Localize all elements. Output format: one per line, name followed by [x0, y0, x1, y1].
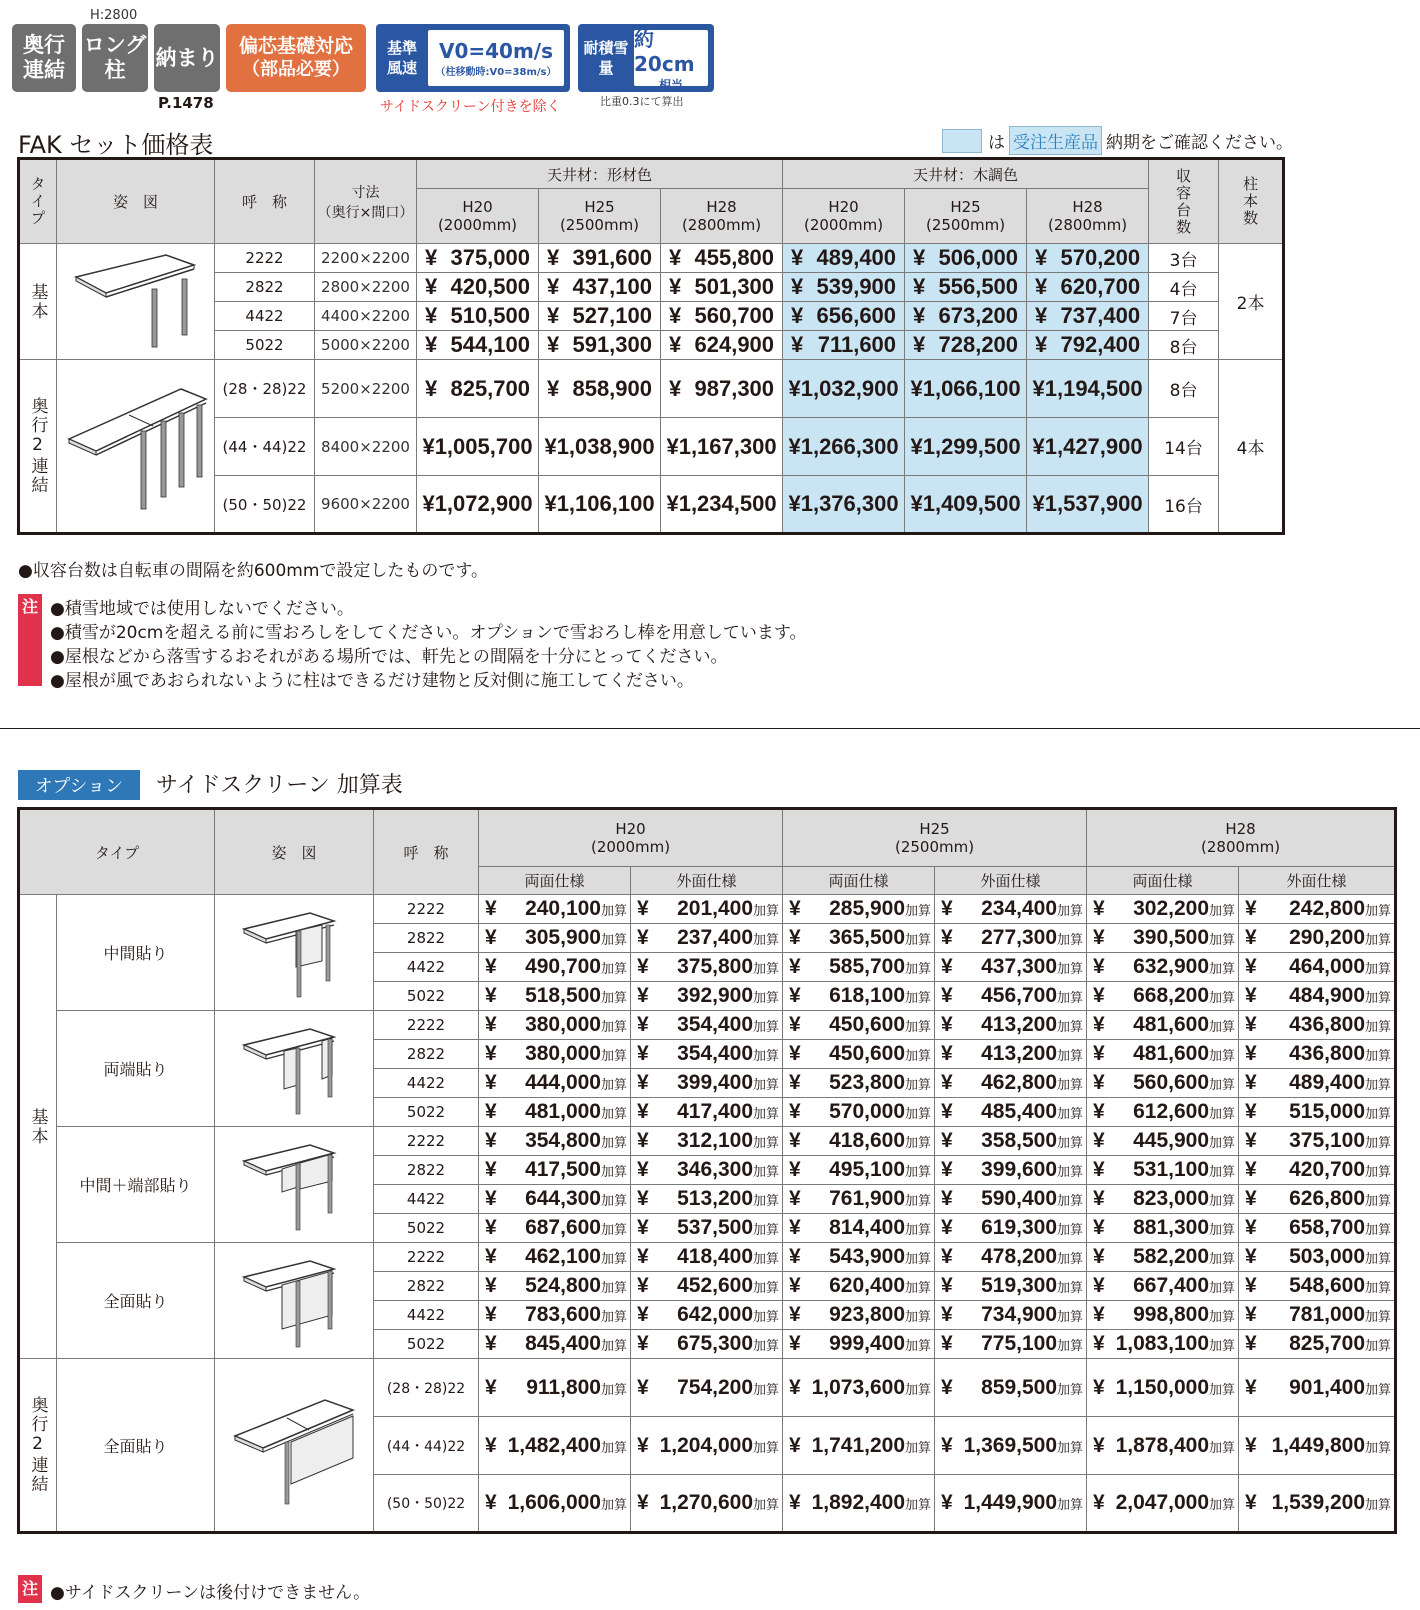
side-screen-table [17, 807, 1397, 1534]
badge-long-pillar: ロング 柱 [82, 24, 148, 92]
price-cell: ¥ 582,200加算 [1087, 1243, 1239, 1272]
price-cell: ¥ 1,741,200加算 [783, 1417, 935, 1475]
price-cell: ¥ 585,700加算 [783, 953, 935, 982]
price-cell: ¥ 667,400加算 [1087, 1272, 1239, 1301]
badge-eccentric-foundation [226, 24, 366, 92]
price-cell: ¥ 290,200加算 [1239, 924, 1396, 953]
price-cell: ¥ 456,700加算 [935, 982, 1087, 1011]
price-cell: ¥ 687,600加算 [479, 1214, 631, 1243]
subtype-cell: 中間貼り [57, 895, 215, 1011]
price-cell: ¥1,299,500 [905, 418, 1027, 476]
capacity-cell: 7台 [1149, 302, 1219, 331]
price-cell: ¥ 1,073,600加算 [783, 1359, 935, 1417]
type-cell: 基本 [19, 895, 57, 1359]
name-cell: 2822 [374, 1156, 479, 1185]
pillar-cell: 4本 [1219, 360, 1284, 534]
price-cell: ¥ 495,100加算 [783, 1156, 935, 1185]
price-cell: ¥ 413,200加算 [935, 1011, 1087, 1040]
price-cell: ¥ 999,400加算 [783, 1330, 935, 1359]
price-cell: ¥1,266,300 [783, 418, 905, 476]
name-cell: 2222 [215, 244, 315, 273]
price-cell: ¥ 626,800加算 [1239, 1185, 1396, 1214]
snow-note: 比重0.3にて算出 [600, 95, 684, 108]
legend-swatch [942, 129, 982, 153]
price-cell: ¥ 642,000加算 [631, 1301, 783, 1330]
header-h20: H20 (2000mm) [417, 189, 539, 244]
price-cell: ¥ 1,878,400加算 [1087, 1417, 1239, 1475]
capacity-note: ●収容台数は自転車の間隔を約600mmで設定したものです。 [18, 561, 489, 581]
price-cell: ¥ 485,400加算 [935, 1098, 1087, 1127]
price-cell: ¥ 242,800加算 [1239, 895, 1396, 924]
price-cell: ¥ 437,300加算 [935, 953, 1087, 982]
carport-double-figure [61, 369, 211, 519]
header2-h28: H28 (2800mm) [1087, 809, 1396, 867]
price-cell: ¥ 825,700 [417, 360, 539, 418]
price-cell: ¥ 462,100加算 [479, 1243, 631, 1272]
price-cell: ¥ 1,270,600加算 [631, 1475, 783, 1533]
caution-label-2: 注 [18, 1575, 42, 1603]
price-cell: ¥ 399,400加算 [631, 1069, 783, 1098]
name-cell: (50・50)22 [215, 476, 315, 534]
price-cell: ¥ 464,000加算 [1239, 953, 1396, 982]
price-cell: ¥ 519,300加算 [935, 1272, 1087, 1301]
price-cell: ¥ 858,900 [539, 360, 661, 418]
price-cell: ¥ 523,800加算 [783, 1069, 935, 1098]
price-cell: ¥1,038,900 [539, 418, 661, 476]
price-cell: ¥ 624,900 [661, 331, 783, 360]
price-cell: ¥ 305,900加算 [479, 924, 631, 953]
price-cell: ¥ 1,449,900加算 [935, 1475, 1087, 1533]
price-cell: ¥ 462,800加算 [935, 1069, 1087, 1098]
price-cell: ¥ 618,100加算 [783, 982, 935, 1011]
caution-note-3: ●屋根などから落雪するおそれがある場所では、軒先との間隔を十分にとってください。 [50, 647, 728, 667]
name-cell: 5022 [374, 1214, 479, 1243]
snow-sub: 相当 [658, 78, 683, 92]
price-cell: ¥ 775,100加算 [935, 1330, 1087, 1359]
price-cell: ¥ 656,600 [783, 302, 905, 331]
price-cell: ¥1,427,900 [1027, 418, 1149, 476]
header2-outer: 外面仕様 [935, 867, 1087, 895]
dimension-cell: 5000×2200 [315, 331, 417, 360]
price-cell: ¥ 737,400 [1027, 302, 1149, 331]
header-figure: 姿 図 [57, 159, 215, 244]
price-cell: ¥1,376,300 [783, 476, 905, 534]
caution-note-1: ●積雪地域では使用しないでください。 [50, 599, 354, 619]
figure-cell [215, 1127, 374, 1243]
price-cell: ¥ 478,200加算 [935, 1243, 1087, 1272]
price-cell: ¥ 437,100 [539, 273, 661, 302]
name-cell: 2222 [374, 1127, 479, 1156]
price-cell: ¥ 391,600 [539, 244, 661, 273]
wind-value: V0=40m/s [438, 38, 554, 63]
side-screen-figure [234, 1017, 354, 1117]
figure-cell [215, 1243, 374, 1359]
price-cell: ¥ 673,200 [905, 302, 1027, 331]
name-cell: 2822 [374, 1040, 479, 1069]
price-cell: ¥ 392,900加算 [631, 982, 783, 1011]
name-cell: (28・28)22 [215, 360, 315, 418]
price-cell: ¥ 998,800加算 [1087, 1301, 1239, 1330]
dimension-cell: 5200×2200 [315, 360, 417, 418]
price-cell: ¥ 901,400加算 [1239, 1359, 1396, 1417]
carport-basic-figure [66, 245, 206, 355]
side-screen-figure [234, 1249, 354, 1349]
price-cell: ¥ 444,000加算 [479, 1069, 631, 1098]
price-cell: ¥ 380,000加算 [479, 1011, 631, 1040]
table-row [19, 895, 1396, 924]
price-cell: ¥ 240,100加算 [479, 895, 631, 924]
snow-value: 約20cm [634, 27, 695, 76]
name-cell: 4422 [215, 302, 315, 331]
price-cell: ¥ 201,400加算 [631, 895, 783, 924]
price-cell: ¥ 285,900加算 [783, 895, 935, 924]
price-cell: ¥ 420,500 [417, 273, 539, 302]
caution-note-2: ●積雪が20cmを超える前に雪おろしをしてください。オプションで雪おろし棒を用意しています。 [50, 623, 807, 643]
name-cell: 2822 [215, 273, 315, 302]
price-cell: ¥ 1,150,000加算 [1087, 1359, 1239, 1417]
price-cell: ¥ 436,800加算 [1239, 1040, 1396, 1069]
badge-fitting: 納まり [154, 24, 220, 92]
price-cell: ¥ 481,600加算 [1087, 1040, 1239, 1069]
header-type: タイプ [19, 159, 57, 244]
name-cell: 5022 [374, 1098, 479, 1127]
name-cell: (28・28)22 [374, 1359, 479, 1417]
badge-snow-load [578, 24, 714, 92]
price-cell: ¥ 524,800加算 [479, 1272, 631, 1301]
price-cell: ¥ 513,200加算 [631, 1185, 783, 1214]
price-cell: ¥ 761,900加算 [783, 1185, 935, 1214]
header-group-wood: 天井材：木調色 [783, 159, 1149, 189]
name-cell: 2222 [374, 895, 479, 924]
option-title: サイドスクリーン 加算表 [156, 773, 403, 798]
price-cell: ¥ 881,300加算 [1087, 1214, 1239, 1243]
price-cell: ¥ 399,600加算 [935, 1156, 1087, 1185]
price-cell: ¥1,066,100 [905, 360, 1027, 418]
page-reference: P.1478 [158, 94, 214, 112]
price-cell: ¥ 620,400加算 [783, 1272, 935, 1301]
price-cell: ¥ 612,600加算 [1087, 1098, 1239, 1127]
name-cell: 5022 [374, 982, 479, 1011]
header-h28-wood: H28 (2800mm) [1027, 189, 1149, 244]
table-row [19, 1359, 1396, 1417]
price-cell: ¥ 365,500加算 [783, 924, 935, 953]
price-cell: ¥ 484,900加算 [1239, 982, 1396, 1011]
price-cell: ¥ 911,800加算 [479, 1359, 631, 1417]
price-cell: ¥ 632,900加算 [1087, 953, 1239, 982]
table-row [19, 1011, 1396, 1040]
price-cell: ¥ 420,700加算 [1239, 1156, 1396, 1185]
option-tag: オプション [18, 770, 140, 800]
price-cell: ¥ 783,600加算 [479, 1301, 631, 1330]
price-cell: ¥ 527,100 [539, 302, 661, 331]
price-cell: ¥ 987,300 [661, 360, 783, 418]
price-cell: ¥1,032,900 [783, 360, 905, 418]
price-cell: ¥ 570,200 [1027, 244, 1149, 273]
header2-h25: H25 (2500mm) [783, 809, 1087, 867]
header-capacity: 収容台数 [1149, 159, 1219, 244]
legend-rest: 納期をご確認ください。 [1106, 133, 1293, 153]
dimension-cell: 2200×2200 [315, 244, 417, 273]
price-cell: ¥ 490,700加算 [479, 953, 631, 982]
price-cell: ¥1,234,500 [661, 476, 783, 534]
name-cell: 4422 [374, 953, 479, 982]
header2-both: 両面仕様 [1087, 867, 1239, 895]
capacity-cell: 16台 [1149, 476, 1219, 534]
header-h20-wood: H20 (2000mm) [783, 189, 905, 244]
legend-is: は [988, 133, 1005, 153]
price-cell: ¥ 436,800加算 [1239, 1011, 1396, 1040]
price-cell: ¥ 620,700 [1027, 273, 1149, 302]
figure-cell [215, 1011, 374, 1127]
name-cell: 4422 [374, 1301, 479, 1330]
wind-label: 基準 風速 [386, 39, 417, 77]
header-group-metal: 天井材：形材色 [417, 159, 783, 189]
price-cell: ¥ 792,400 [1027, 331, 1149, 360]
price-cell: ¥ 445,900加算 [1087, 1127, 1239, 1156]
price-cell: ¥ 591,300 [539, 331, 661, 360]
price-cell: ¥ 354,400加算 [631, 1011, 783, 1040]
badge-eccentric-line1: 偏芯基礎対応 [238, 35, 353, 57]
final-note: ●サイドスクリーンは後付けできません。 [50, 1583, 371, 1603]
price-cell: ¥ 539,900 [783, 273, 905, 302]
price-cell: ¥ 619,300加算 [935, 1214, 1087, 1243]
price-cell: ¥ 1,606,000加算 [479, 1475, 631, 1533]
price-cell: ¥ 548,600加算 [1239, 1272, 1396, 1301]
name-cell: (44・44)22 [215, 418, 315, 476]
header2-outer: 外面仕様 [631, 867, 783, 895]
price-cell: ¥ 560,700 [661, 302, 783, 331]
badge-wind-speed [376, 24, 570, 92]
header-pillars: 柱本数 [1219, 159, 1284, 244]
subtype-cell: 全面貼り [57, 1243, 215, 1359]
price-cell: ¥ 237,400加算 [631, 924, 783, 953]
price-cell: ¥ 450,600加算 [783, 1011, 935, 1040]
snow-label: 耐積雪 量 [583, 39, 629, 77]
price-cell: ¥1,167,300 [661, 418, 783, 476]
header2-outer: 外面仕様 [1239, 867, 1396, 895]
name-cell: 2822 [374, 924, 479, 953]
header2-h20: H20 (2000mm) [479, 809, 783, 867]
price-cell: ¥1,537,900 [1027, 476, 1149, 534]
price-cell: ¥ 1,204,000加算 [631, 1417, 783, 1475]
subtype-cell: 両端貼り [57, 1011, 215, 1127]
header-h25-wood: H25 (2500mm) [905, 189, 1027, 244]
price-cell: ¥ 450,600加算 [783, 1040, 935, 1069]
price-cell: ¥ 312,100加算 [631, 1127, 783, 1156]
badge-eccentric-line2: （部品必要） [242, 59, 350, 80]
price-cell: ¥1,194,500 [1027, 360, 1149, 418]
subtype-cell: 全面貼り [57, 1359, 215, 1533]
pillar-cell: 2本 [1219, 244, 1284, 360]
price-cell: ¥ 417,500加算 [479, 1156, 631, 1185]
table-row [19, 1127, 1396, 1156]
price-cell: ¥ 537,500加算 [631, 1214, 783, 1243]
header2-type: タイプ [19, 809, 215, 895]
price-cell: ¥ 506,000 [905, 244, 1027, 273]
price-cell: ¥ 380,000加算 [479, 1040, 631, 1069]
type-cell: 奥行2連結 [19, 1359, 57, 1533]
table-row [19, 244, 1284, 273]
price-cell: ¥ 734,900加算 [935, 1301, 1087, 1330]
price-cell: ¥ 1,539,200加算 [1239, 1475, 1396, 1533]
header-h28: H28 (2800mm) [661, 189, 783, 244]
price-cell: ¥ 277,300加算 [935, 924, 1087, 953]
price-cell: ¥ 2,047,000加算 [1087, 1475, 1239, 1533]
name-cell: 2822 [374, 1272, 479, 1301]
header2-both: 両面仕様 [783, 867, 935, 895]
price-cell: ¥ 518,500加算 [479, 982, 631, 1011]
price-cell: ¥ 375,800加算 [631, 953, 783, 982]
price-cell: ¥ 814,400加算 [783, 1214, 935, 1243]
capacity-cell: 8台 [1149, 360, 1219, 418]
price-cell: ¥ 825,700加算 [1239, 1330, 1396, 1359]
dimension-cell: 8400×2200 [315, 418, 417, 476]
header2-name: 呼 称 [374, 809, 479, 895]
price-cell: ¥ 358,500加算 [935, 1127, 1087, 1156]
price-cell: ¥ 452,600加算 [631, 1272, 783, 1301]
price-cell: ¥ 1,369,500加算 [935, 1417, 1087, 1475]
price-cell: ¥ 544,100 [417, 331, 539, 360]
name-cell: 5022 [215, 331, 315, 360]
capacity-cell: 4台 [1149, 273, 1219, 302]
price-cell: ¥ 455,800 [661, 244, 783, 273]
price-cell: ¥ 481,000加算 [479, 1098, 631, 1127]
legend-tag: 受注生産品 [1009, 126, 1102, 155]
price-cell: ¥1,106,100 [539, 476, 661, 534]
price-cell: ¥ 510,500 [417, 302, 539, 331]
name-cell: (50・50)22 [374, 1475, 479, 1533]
price-cell: ¥ 1,449,800加算 [1239, 1417, 1396, 1475]
subtype-cell: 中間＋端部貼り [57, 1127, 215, 1243]
header-name: 呼 称 [215, 159, 315, 244]
price-cell: ¥ 489,400加算 [1239, 1069, 1396, 1098]
name-cell: 2222 [374, 1243, 479, 1272]
price-cell: ¥ 531,100加算 [1087, 1156, 1239, 1185]
price-cell: ¥ 413,200加算 [935, 1040, 1087, 1069]
section-divider [0, 728, 1420, 729]
header2-figure: 姿 図 [215, 809, 374, 895]
side-screen-figure [229, 1378, 359, 1508]
price-cell: ¥ 375,000 [417, 244, 539, 273]
price-cell: ¥ 556,500 [905, 273, 1027, 302]
price-cell: ¥ 501,300 [661, 273, 783, 302]
page-title: FAK セット価格表 [18, 131, 214, 159]
capacity-cell: 14台 [1149, 418, 1219, 476]
red-note: サイドスクリーン付きを除く [380, 99, 561, 115]
price-cell: ¥ 346,300加算 [631, 1156, 783, 1185]
side-screen-figure [234, 1133, 354, 1233]
price-cell: ¥ 417,400加算 [631, 1098, 783, 1127]
price-cell: ¥ 658,700加算 [1239, 1214, 1396, 1243]
price-cell: ¥ 375,100加算 [1239, 1127, 1396, 1156]
price-cell: ¥ 354,800加算 [479, 1127, 631, 1156]
price-cell: ¥ 503,000加算 [1239, 1243, 1396, 1272]
price-cell: ¥ 1,482,400加算 [479, 1417, 631, 1475]
header2-both: 両面仕様 [479, 867, 631, 895]
price-cell: ¥ 302,200加算 [1087, 895, 1239, 924]
price-cell: ¥ 675,300加算 [631, 1330, 783, 1359]
price-cell: ¥ 354,400加算 [631, 1040, 783, 1069]
figure-cell [57, 244, 215, 360]
price-cell: ¥ 418,400加算 [631, 1243, 783, 1272]
set-price-table [17, 157, 1285, 535]
legend [942, 126, 1293, 155]
header-h25: H25 (2500mm) [539, 189, 661, 244]
price-cell: ¥ 560,600加算 [1087, 1069, 1239, 1098]
type-cell: 奥行2連結 [19, 360, 57, 534]
capacity-cell: 8台 [1149, 331, 1219, 360]
caution-note-4: ●屋根が風であおられないように柱はできるだけ建物と反対側に施工してください。 [50, 671, 694, 691]
price-cell: ¥ 823,000加算 [1087, 1185, 1239, 1214]
caution-label: 注 [18, 594, 42, 686]
price-cell: ¥ 859,500加算 [935, 1359, 1087, 1417]
price-cell: ¥ 481,600加算 [1087, 1011, 1239, 1040]
name-cell: 5022 [374, 1330, 479, 1359]
price-cell: ¥ 590,400加算 [935, 1185, 1087, 1214]
price-cell: ¥ 543,900加算 [783, 1243, 935, 1272]
name-cell: 2222 [374, 1011, 479, 1040]
price-cell: ¥ 234,400加算 [935, 895, 1087, 924]
price-cell: ¥1,072,900 [417, 476, 539, 534]
dimension-cell: 2800×2200 [315, 273, 417, 302]
figure-cell [57, 360, 215, 534]
table-row [19, 1243, 1396, 1272]
figure-cell [215, 895, 374, 1011]
wind-sub: （柱移動時:V0=38m/s） [435, 66, 557, 78]
dimension-cell: 4400×2200 [315, 302, 417, 331]
price-cell: ¥ 923,800加算 [783, 1301, 935, 1330]
price-cell: ¥ 845,400加算 [479, 1330, 631, 1359]
price-cell: ¥ 754,200加算 [631, 1359, 783, 1417]
price-cell: ¥ 644,300加算 [479, 1185, 631, 1214]
price-cell: ¥ 570,000加算 [783, 1098, 935, 1127]
name-cell: 4422 [374, 1069, 479, 1098]
header-dimensions: 寸法 （奥行×間口） [315, 159, 417, 244]
height-label: H:2800 [90, 8, 138, 23]
price-cell: ¥ 489,400 [783, 244, 905, 273]
side-screen-figure [234, 901, 354, 1001]
price-cell: ¥ 728,200 [905, 331, 1027, 360]
price-cell: ¥1,005,700 [417, 418, 539, 476]
dimension-cell: 9600×2200 [315, 476, 417, 534]
name-cell: (44・44)22 [374, 1417, 479, 1475]
capacity-cell: 3台 [1149, 244, 1219, 273]
badge-depth-connect: 奥行 連結 [12, 24, 76, 92]
price-cell: ¥ 1,083,100加算 [1087, 1330, 1239, 1359]
price-cell: ¥ 711,600 [783, 331, 905, 360]
price-cell: ¥ 418,600加算 [783, 1127, 935, 1156]
price-cell: ¥1,409,500 [905, 476, 1027, 534]
price-cell: ¥ 668,200加算 [1087, 982, 1239, 1011]
table-row [19, 360, 1284, 418]
price-cell: ¥ 390,500加算 [1087, 924, 1239, 953]
price-cell: ¥ 1,892,400加算 [783, 1475, 935, 1533]
type-cell: 基本 [19, 244, 57, 360]
name-cell: 4422 [374, 1185, 479, 1214]
price-cell: ¥ 515,000加算 [1239, 1098, 1396, 1127]
figure-cell [215, 1359, 374, 1533]
price-cell: ¥ 781,000加算 [1239, 1301, 1396, 1330]
